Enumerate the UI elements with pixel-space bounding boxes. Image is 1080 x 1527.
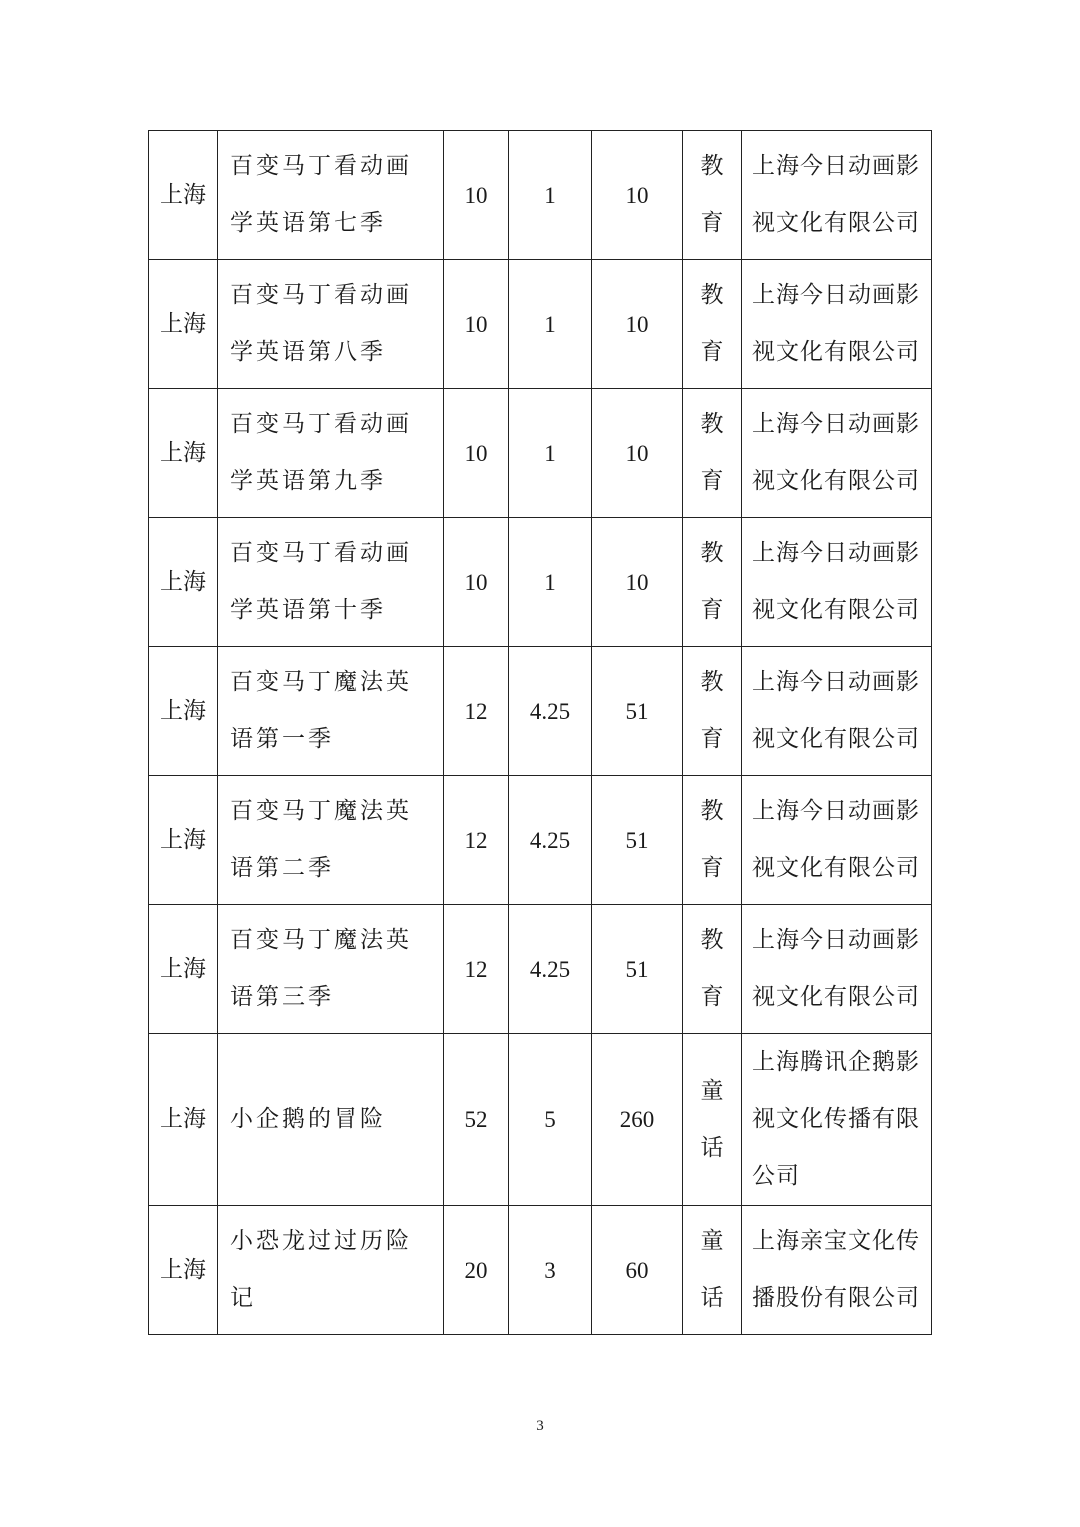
minutes-cell: 4.25 <box>509 905 592 1034</box>
episodes-cell: 12 <box>444 905 509 1034</box>
genre-cell <box>683 647 742 776</box>
episodes-cell: 52 <box>444 1034 509 1206</box>
genre-cell <box>683 260 742 389</box>
title-cell: 百变马丁看动画学英语第八季 <box>218 260 444 389</box>
minutes-cell: 3 <box>509 1206 592 1335</box>
table-row <box>149 518 932 647</box>
genre-cell <box>683 389 742 518</box>
genre-cell <box>683 131 742 260</box>
episodes-cell: 20 <box>444 1206 509 1335</box>
episodes-cell: 10 <box>444 518 509 647</box>
total-cell: 10 <box>592 260 683 389</box>
minutes-cell: 4.25 <box>509 776 592 905</box>
title-cell: 百变马丁魔法英语第一季 <box>218 647 444 776</box>
company-cell: 上海亲宝文化传播股份有限公司 <box>742 1206 932 1335</box>
total-cell: 260 <box>592 1034 683 1206</box>
region-cell: 上海 <box>149 131 218 260</box>
table-row <box>149 905 932 1034</box>
region-cell: 上海 <box>149 1034 218 1206</box>
company-cell: 上海今日动画影视文化有限公司 <box>742 131 932 260</box>
genre-cell <box>683 518 742 647</box>
region-cell: 上海 <box>149 1206 218 1335</box>
minutes-cell: 4.25 <box>509 647 592 776</box>
title-cell: 百变马丁看动画学英语第九季 <box>218 389 444 518</box>
total-cell: 60 <box>592 1206 683 1335</box>
company-cell: 上海今日动画影视文化有限公司 <box>742 260 932 389</box>
total-cell: 51 <box>592 905 683 1034</box>
total-cell: 10 <box>592 131 683 260</box>
minutes-cell: 1 <box>509 518 592 647</box>
episodes-cell: 10 <box>444 131 509 260</box>
region-cell: 上海 <box>149 260 218 389</box>
genre-text: 教育 <box>700 411 724 494</box>
genre-cell <box>683 1034 742 1206</box>
company-cell: 上海今日动画影视文化有限公司 <box>742 389 932 518</box>
genre-text: 教育 <box>700 540 724 623</box>
total-cell: 51 <box>592 647 683 776</box>
genre-text: 童话 <box>700 1228 724 1311</box>
episodes-cell: 12 <box>444 776 509 905</box>
table-row <box>149 131 932 260</box>
genre-text: 教育 <box>700 927 724 1010</box>
company-cell: 上海今日动画影视文化有限公司 <box>742 776 932 905</box>
region-cell: 上海 <box>149 389 218 518</box>
genre-text: 教育 <box>700 153 724 236</box>
company-cell: 上海今日动画影视文化有限公司 <box>742 647 932 776</box>
minutes-cell: 1 <box>509 131 592 260</box>
region-cell: 上海 <box>149 776 218 905</box>
table-row <box>149 260 932 389</box>
genre-text: 童话 <box>700 1077 724 1161</box>
minutes-cell: 5 <box>509 1034 592 1206</box>
table-row <box>149 647 932 776</box>
genre-text: 教育 <box>700 669 724 752</box>
page-number: 3 <box>536 1418 544 1434</box>
animation-list-table <box>148 130 932 1335</box>
minutes-cell: 1 <box>509 260 592 389</box>
title-cell: 百变马丁看动画学英语第七季 <box>218 131 444 260</box>
episodes-cell: 10 <box>444 260 509 389</box>
company-cell: 上海腾讯企鹅影视文化传播有限公司 <box>742 1034 932 1206</box>
title-cell: 小恐龙过过历险记 <box>218 1206 444 1335</box>
title-cell: 百变马丁魔法英语第二季 <box>218 776 444 905</box>
total-cell: 10 <box>592 389 683 518</box>
total-cell: 51 <box>592 776 683 905</box>
genre-text: 教育 <box>700 798 724 881</box>
genre-cell <box>683 776 742 905</box>
title-cell: 百变马丁魔法英语第三季 <box>218 905 444 1034</box>
region-cell: 上海 <box>149 905 218 1034</box>
total-cell: 10 <box>592 518 683 647</box>
genre-text: 教育 <box>700 282 724 365</box>
genre-cell <box>683 1206 742 1335</box>
region-cell: 上海 <box>149 647 218 776</box>
title-cell: 小企鹅的冒险 <box>218 1034 444 1206</box>
episodes-cell: 12 <box>444 647 509 776</box>
company-cell: 上海今日动画影视文化有限公司 <box>742 905 932 1034</box>
table-row <box>149 1206 932 1335</box>
title-cell: 百变马丁看动画学英语第十季 <box>218 518 444 647</box>
episodes-cell: 10 <box>444 389 509 518</box>
table-row <box>149 776 932 905</box>
table-row <box>149 389 932 518</box>
region-cell: 上海 <box>149 518 218 647</box>
minutes-cell: 1 <box>509 389 592 518</box>
table-row <box>149 1034 932 1206</box>
company-cell: 上海今日动画影视文化有限公司 <box>742 518 932 647</box>
genre-cell <box>683 905 742 1034</box>
